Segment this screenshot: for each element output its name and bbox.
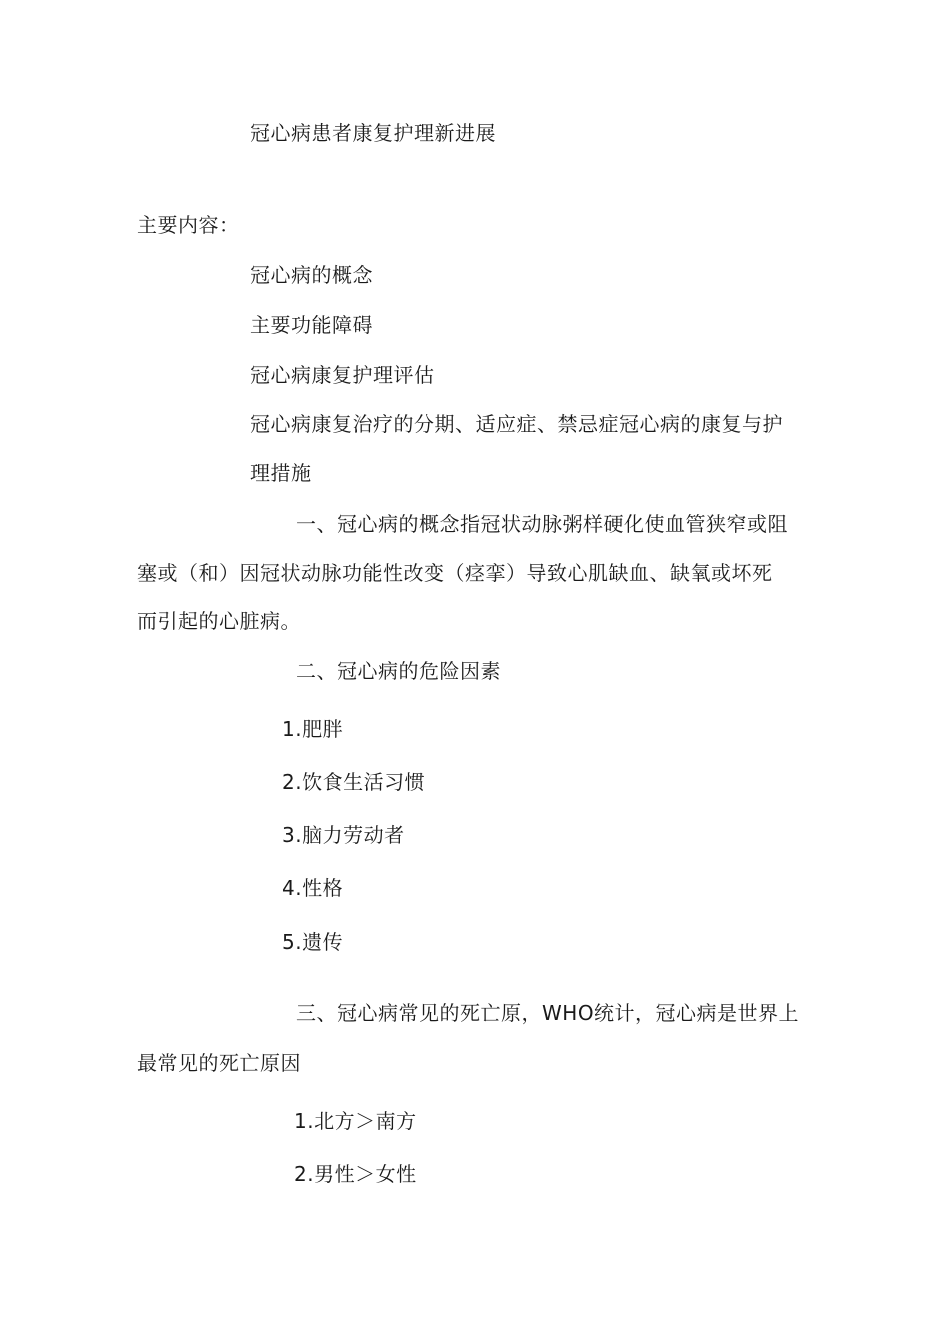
- death-cause-item: 1.北方＞南方: [294, 1109, 417, 1133]
- risk-factor-item: 2.饮食生活习惯: [282, 770, 426, 794]
- death-cause-item: 2.男性＞女性: [294, 1162, 417, 1186]
- document-title: 冠心病患者康复护理新进展: [250, 121, 496, 145]
- section1-line: 塞或（和）因冠状动脉功能性改变（痉挛）导致心肌缺血、缺氧或坏死: [137, 561, 773, 585]
- risk-factor-item: 1.肥胖: [282, 717, 344, 741]
- risk-factor-item: 3.脑力劳动者: [282, 823, 405, 847]
- risk-factor-item: 5.遗传: [282, 930, 344, 954]
- section1-line: 一、冠心病的概念指冠状动脉粥样硬化使血管狭窄或阻: [296, 512, 788, 536]
- contents-item: 冠心病康复治疗的分期、适应症、禁忌症冠心病的康复与护: [250, 412, 783, 436]
- contents-item: 冠心病的概念: [250, 263, 373, 287]
- risk-factor-item: 4.性格: [282, 876, 344, 900]
- contents-heading: 主要内容：: [137, 213, 240, 237]
- contents-item: 理措施: [250, 461, 312, 485]
- section2-heading: 二、冠心病的危险因素: [296, 659, 501, 683]
- section3-line: 最常见的死亡原因: [137, 1051, 301, 1075]
- section1-line: 而引起的心脏病。: [137, 609, 301, 633]
- contents-item: 冠心病康复护理评估: [250, 363, 435, 387]
- contents-item: 主要功能障碍: [250, 313, 373, 337]
- section3-line: 三、冠心病常见的死亡原，WHO统计，冠心病是世界上: [296, 1001, 800, 1025]
